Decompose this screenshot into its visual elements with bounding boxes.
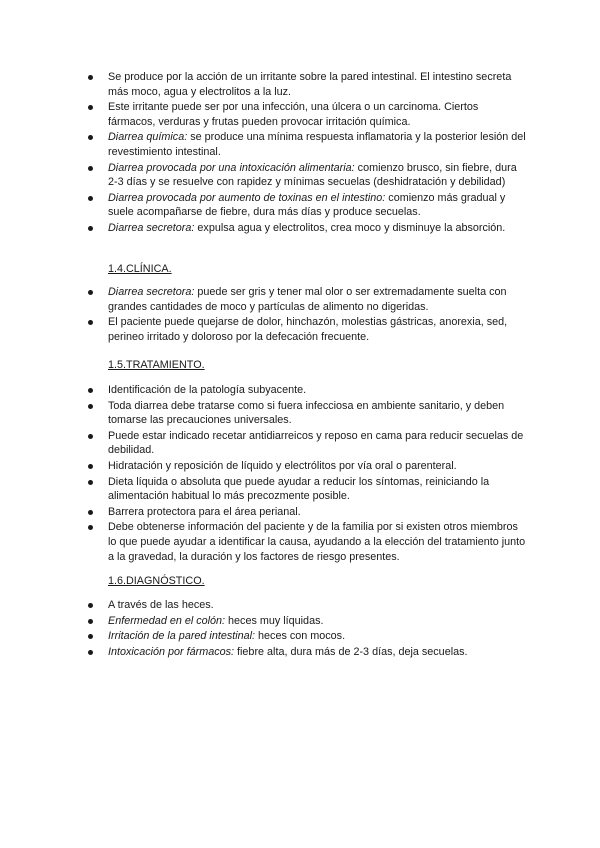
list-item: Intoxicación por fármacos: fiebre alta, dura más de 2-3 días, deja secuelas.	[87, 645, 527, 660]
heading-clinica: 1.4.CLÍNICA.	[108, 263, 172, 275]
item-lead: Diarrea provocada por aumento de toxinas en el intestino:	[108, 191, 386, 204]
heading-tratamiento: 1.5.TRATAMIENTO.	[108, 359, 205, 371]
tratamiento-list	[87, 383, 527, 564]
bullet-icon	[88, 404, 93, 409]
diagnostico-section	[87, 598, 527, 660]
list-item: Diarrea provocada por una intoxicación alimentaria: comienzo brusco, sin fiebre, dura 2-3 días y se resuelve con rapidez y mínimas secuelas (deshidratación y debilidad)	[87, 161, 527, 190]
list-item: Toda diarrea debe tratarse como si fuera infecciosa en ambiente sanitario, y deben tomarse las precauciones universales.	[87, 399, 527, 428]
bullet-icon	[88, 510, 93, 515]
list-item: Se produce por la acción de un irritante sobre la pared intestinal. El intestino secreta más moco, agua y electrolitos a la luz.	[87, 70, 527, 99]
item-lead: Diarrea secretora:	[108, 286, 195, 298]
clinica-section	[87, 285, 527, 345]
item-lead: Enfermedad en el colón:	[108, 614, 226, 627]
bullet-icon	[88, 388, 93, 393]
list-item: Barrera protectora para el área perianal.	[87, 505, 527, 520]
bullet-icon	[88, 650, 93, 655]
item-lead: Diarrea química:	[108, 131, 188, 144]
bullet-icon	[88, 135, 93, 140]
intro-list	[87, 70, 527, 236]
list-item: Puede estar indicado recetar antidiarreicos y reposo en cama para reducir secuelas de debilidad.	[87, 429, 527, 458]
list-item: Debe obtenerse información del paciente y de la familia por si existen otros miembros lo que puede ayudar a identificar la causa, ayudando a la elección del tratamiento junto a la gravedad, la duración y los factores de riesgo presentes.	[87, 520, 527, 564]
bullet-icon	[88, 619, 93, 624]
bullet-icon	[88, 75, 93, 80]
bullet-icon	[88, 434, 93, 439]
bullet-icon	[88, 603, 93, 608]
bullet-icon	[88, 634, 93, 639]
bullet-icon	[88, 290, 93, 295]
bullet-icon	[88, 525, 93, 530]
bullet-icon	[88, 166, 93, 171]
bullet-icon	[88, 320, 93, 325]
list-item: Dieta líquida o absoluta que puede ayudar a reducir los síntomas, reiniciando la alimentación habitual lo más precozmente posible.	[87, 475, 527, 504]
bullet-icon	[88, 480, 93, 485]
heading-diagnostico: 1.6.DIAGNÓSTICO.	[108, 575, 205, 587]
list-item: A través de las heces.	[87, 598, 527, 613]
bullet-icon	[88, 226, 93, 231]
item-lead: Irritación de la pared intestinal:	[108, 630, 256, 643]
bullet-icon	[88, 105, 93, 110]
item-lead: Intoxicación por fármacos:	[108, 645, 235, 658]
list-item: Irritación de la pared intestinal: heces con mocos.	[87, 629, 527, 644]
list-item: Diarrea química: se produce una mínima respuesta inflamatoria y la posterior lesión del revestimiento intestinal.	[87, 130, 527, 159]
list-item: Hidratación y reposición de líquido y electrólitos por vía oral o parenteral.	[87, 459, 527, 474]
list-item: Este irritante puede ser por una infección, una úlcera o un carcinoma. Ciertos fármacos, verduras y frutas pueden provocar irritación química.	[87, 100, 527, 129]
list-item: Diarrea secretora: expulsa agua y electrolitos, crea moco y disminuye la absorción.	[87, 221, 527, 236]
item-lead: Diarrea provocada por una intoxicación alimentaria:	[108, 161, 355, 174]
bullet-icon	[88, 464, 93, 469]
intro-section	[87, 70, 527, 237]
item-lead: Diarrea secretora:	[108, 221, 195, 234]
diagnostico-list	[87, 598, 527, 659]
list-item: Diarrea provocada por aumento de toxinas en el intestino: comienzo más gradual y suele acompañarse de fiebre, dura más días y produce secuelas.	[87, 191, 527, 220]
clinica-list	[87, 285, 527, 344]
list-item: Enfermedad en el colón: heces muy líquidas.	[87, 614, 527, 629]
list-item: El paciente puede quejarse de dolor, hinchazón, molestias gástricas, anorexia, sed, perineo irritado y doloroso por la defecación frecuente.	[87, 315, 527, 344]
list-item: Identificación de la patología subyacente.	[87, 383, 527, 398]
tratamiento-section	[87, 383, 527, 565]
bullet-icon	[88, 196, 93, 201]
list-item: Diarrea secretora: puede ser gris y tener mal olor o ser extremadamente suelta con grandes cantidades de moco y partículas de alimento no digeridas.	[87, 285, 527, 314]
